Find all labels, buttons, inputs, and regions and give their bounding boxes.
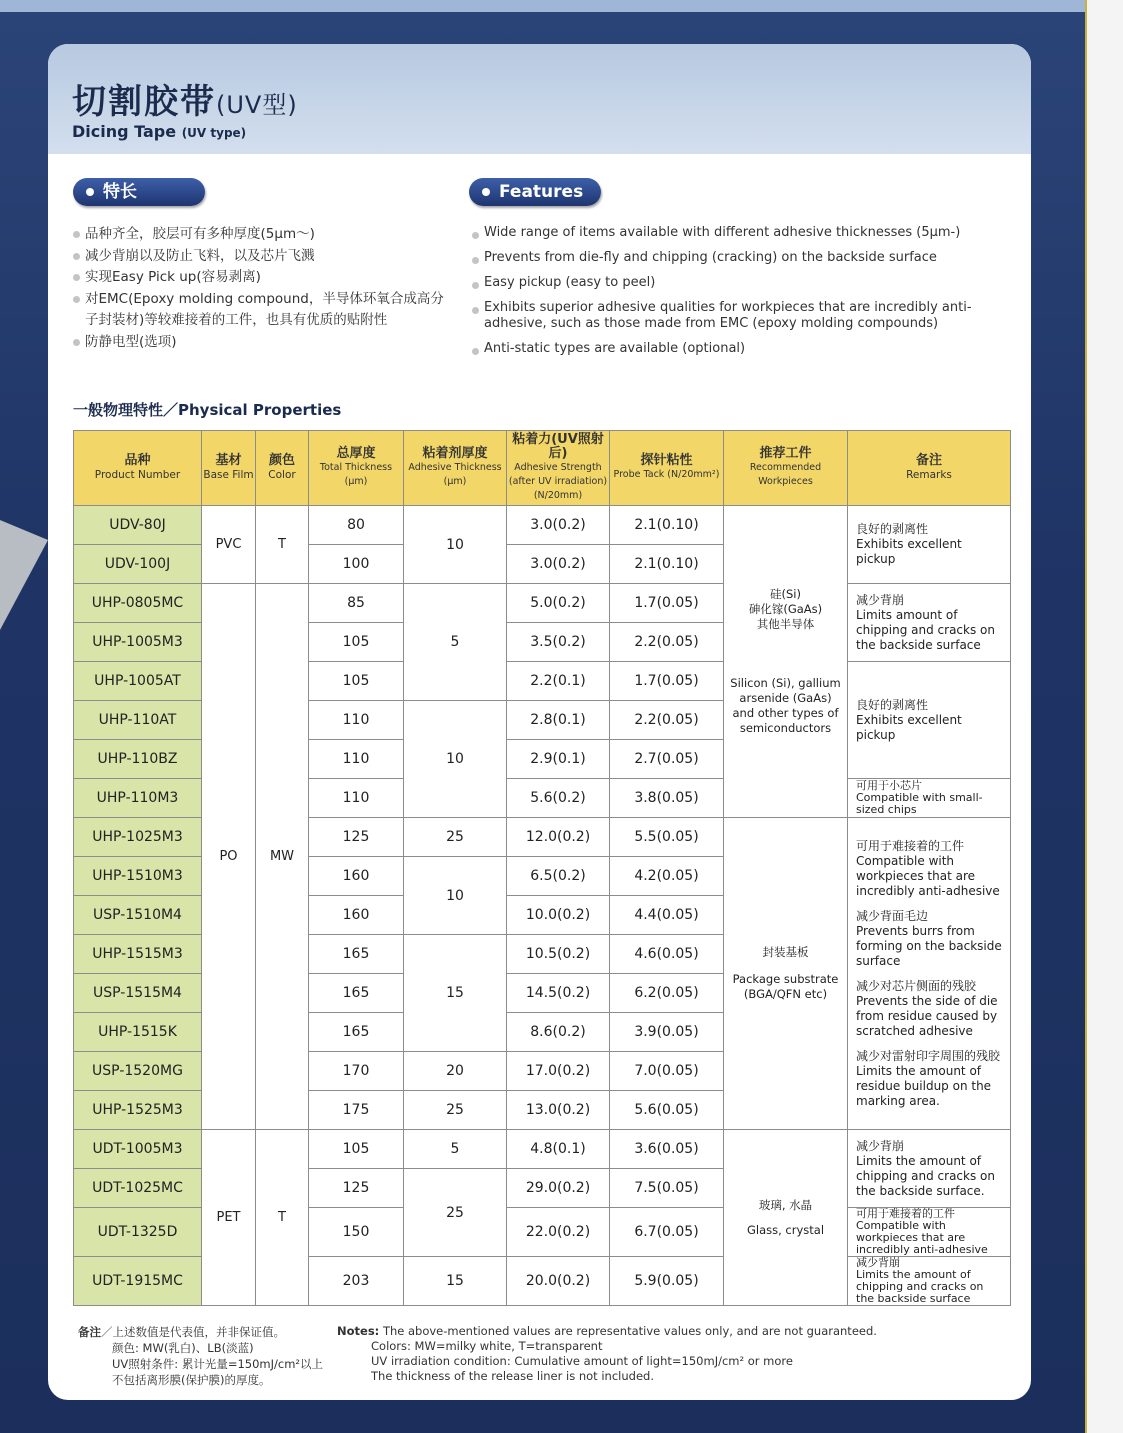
product-number: UHP-1005AT <box>74 662 202 701</box>
header-adhesive-thickness: 粘着剂厚度 Adhesive Thickness (μm) <box>404 431 507 506</box>
probe-tack: 2.1(0.10) <box>610 506 724 545</box>
remark: 良好的剥离性 Exhibits excellent pickup <box>848 506 1011 584</box>
feature-item: 防静电型(选项) <box>73 332 453 354</box>
adhesive-strength: 2.2(0.1) <box>507 662 610 701</box>
remark: 可用于小芯片 Compatible with small-sized chips <box>848 779 1011 818</box>
product-number: UDV-80J <box>74 506 202 545</box>
remark: 可用于难接着的工件 Compatible with workpieces that are incredibly anti-adhesive 减少背面毛边 Prevents burrs from forming on the backside surface 减少对芯片侧面的残胶 Prevents the side of die from residue caused by scratched adhesive 减少对雷射印字周围的残胶 Limits the amount of residue buildup on the marking area. <box>848 818 1011 1130</box>
adhesive-strength: 6.5(0.2) <box>507 857 610 896</box>
total-thickness: 105 <box>309 662 404 701</box>
workpiece-semiconductors <box>724 506 848 818</box>
probe-tack: 2.2(0.05) <box>610 701 724 740</box>
total-thickness: 110 <box>309 740 404 779</box>
feature-item: Anti-static types are available (optional) <box>472 341 992 357</box>
adhesive-thickness: 5 <box>404 1130 507 1169</box>
remark: 减少背崩 Limits the amount of chipping and cracks on the backside surface. <box>848 1130 1011 1208</box>
workpiece-en: Silicon (Si), gallium arsenide (GaAs) and other types of semiconductors <box>730 676 841 735</box>
note-line: UV照射条件: 累计光量=150mJ/cm²以上 <box>112 1357 324 1371</box>
header-remarks: 备注 Remarks <box>848 431 1011 506</box>
probe-tack: 7.0(0.05) <box>610 1052 724 1091</box>
page-title-en <box>72 122 246 141</box>
page-edge-strip <box>1085 0 1123 1433</box>
color: T <box>256 506 309 584</box>
header-base: 基材 Base Film <box>202 431 256 506</box>
workpiece-cn: 砷化镓(GaAs) <box>748 602 823 616</box>
workpiece-cn: 硅(Si) <box>770 587 801 601</box>
table-row <box>74 584 1011 623</box>
workpiece-en: Glass, crystal <box>746 1222 825 1237</box>
adhesive-strength: 13.0(0.2) <box>507 1091 610 1130</box>
features-label-cn: 特长 <box>73 178 205 206</box>
probe-tack: 5.5(0.05) <box>610 818 724 857</box>
note-line: 不包括离形膜(保护膜)的厚度。 <box>112 1373 271 1387</box>
title-en-text: Dicing Tape <box>72 122 177 141</box>
workpiece-glass <box>724 1130 848 1306</box>
note-line: 颜色: MW(乳白)、LB(淡蓝) <box>112 1341 254 1355</box>
feature-item: Easy pickup (easy to peel) <box>472 275 992 291</box>
total-thickness: 203 <box>309 1257 404 1306</box>
base-film: PO <box>202 584 256 1130</box>
adhesive-strength: 22.0(0.2) <box>507 1208 610 1257</box>
product-number: USP-1515M4 <box>74 974 202 1013</box>
product-number: UDT-1005M3 <box>74 1130 202 1169</box>
product-number: UHP-0805MC <box>74 584 202 623</box>
notes-en <box>337 1324 877 1384</box>
total-thickness: 110 <box>309 701 404 740</box>
workpiece-cn: 封装基板 <box>762 945 809 959</box>
header-color: 颜色 Color <box>256 431 309 506</box>
title-cn-text: 切割胶带 <box>72 82 216 122</box>
adhesive-strength: 5.6(0.2) <box>507 779 610 818</box>
product-number: UHP-110M3 <box>74 779 202 818</box>
base-film: PVC <box>202 506 256 584</box>
total-thickness: 80 <box>309 506 404 545</box>
product-number: UHP-1005M3 <box>74 623 202 662</box>
probe-tack: 1.7(0.05) <box>610 584 724 623</box>
product-number: UDT-1325D <box>74 1208 202 1257</box>
feature-item: Prevents from die-fly and chipping (cracking) on the backside surface <box>472 250 992 266</box>
total-thickness: 125 <box>309 1169 404 1208</box>
product-number: UDT-1915MC <box>74 1257 202 1306</box>
probe-tack: 3.9(0.05) <box>610 1013 724 1052</box>
product-number: UHP-110AT <box>74 701 202 740</box>
adhesive-strength: 10.0(0.2) <box>507 896 610 935</box>
probe-tack: 7.5(0.05) <box>610 1169 724 1208</box>
adhesive-strength: 10.5(0.2) <box>507 935 610 974</box>
adhesive-thickness: 10 <box>404 701 507 818</box>
probe-tack: 6.2(0.05) <box>610 974 724 1013</box>
features-list-en <box>472 225 992 366</box>
probe-tack: 5.6(0.05) <box>610 1091 724 1130</box>
note-line: The above-mentioned values are representative values only, and are not guaranteed. <box>382 1324 877 1338</box>
adhesive-strength: 5.0(0.2) <box>507 584 610 623</box>
total-thickness: 160 <box>309 896 404 935</box>
note-line: Colors: MW=milky white, T=transparent <box>371 1339 603 1353</box>
adhesive-strength: 3.0(0.2) <box>507 545 610 584</box>
feature-item: Wide range of items available with different adhesive thicknesses (5μm-) <box>472 225 992 241</box>
probe-tack: 6.7(0.05) <box>610 1208 724 1257</box>
probe-tack: 5.9(0.05) <box>610 1257 724 1306</box>
table-row <box>74 1130 1011 1169</box>
probe-tack: 2.7(0.05) <box>610 740 724 779</box>
header-workpieces: 推荐工件 Recommended Workpieces <box>724 431 848 506</box>
remark: 良好的剥离性 Exhibits excellent pickup <box>848 662 1011 779</box>
header-adhesive-strength: 粘着力(UV照射后) Adhesive Strength (after UV irradiation) (N/20mm) <box>507 431 610 506</box>
note-line: UV irradiation condition: Cumulative amount of light=150mJ/cm² or more <box>371 1354 793 1368</box>
adhesive-strength: 17.0(0.2) <box>507 1052 610 1091</box>
color: MW <box>256 584 309 1130</box>
feature-item: 实现Easy Pick up(容易剥离) <box>73 267 453 289</box>
adhesive-thickness: 25 <box>404 1169 507 1257</box>
total-thickness: 125 <box>309 818 404 857</box>
total-thickness: 110 <box>309 779 404 818</box>
adhesive-strength: 4.8(0.1) <box>507 1130 610 1169</box>
feature-item: 减少背崩以及防止飞料，以及芯片飞溅 <box>73 246 453 268</box>
product-number: UDV-100J <box>74 545 202 584</box>
adhesive-thickness: 10 <box>404 506 507 584</box>
title-en-suffix: (UV type) <box>181 126 247 140</box>
remark: 可用于难接着的工件 Compatible with workpieces that are incredibly anti-adhesive <box>848 1208 1011 1257</box>
workpiece-cn: 其他半导体 <box>756 617 815 631</box>
title-cn-suffix: (UV型) <box>216 91 298 119</box>
adhesive-strength: 3.5(0.2) <box>507 623 610 662</box>
adhesive-strength: 3.0(0.2) <box>507 506 610 545</box>
probe-tack: 4.2(0.05) <box>610 857 724 896</box>
probe-tack: 4.6(0.05) <box>610 935 724 974</box>
feature-item: Exhibits superior adhesive qualities for workpieces that are incredibly anti-adhesive, such as those made from EMC (epoxy molding compounds) <box>472 300 992 332</box>
total-thickness: 105 <box>309 623 404 662</box>
total-thickness: 165 <box>309 974 404 1013</box>
adhesive-strength: 2.8(0.1) <box>507 701 610 740</box>
total-thickness: 165 <box>309 1013 404 1052</box>
remark: 减少背崩 Limits the amount of chipping and cracks on the backside surface <box>848 1257 1011 1306</box>
note-line: ／上述数值是代表值，并非保证值。 <box>101 1325 285 1339</box>
feature-item: 品种齐全，胶层可有多种厚度(5μm～) <box>73 224 453 246</box>
product-number: UDT-1025MC <box>74 1169 202 1208</box>
total-thickness: 165 <box>309 935 404 974</box>
workpiece-package <box>724 818 848 1130</box>
feature-item: 对EMC(Epoxy molding compound，半导体环氧合成高分子封装材)等较难接着的工件，也具有优质的贴附性 <box>73 289 453 332</box>
total-thickness: 85 <box>309 584 404 623</box>
adhesive-thickness: 15 <box>404 1257 507 1306</box>
probe-tack: 2.1(0.10) <box>610 545 724 584</box>
card-header <box>48 44 1031 154</box>
notes-cn-label: 备注 <box>78 1325 101 1339</box>
table-row <box>74 506 1011 545</box>
datasheet-card <box>48 44 1031 1400</box>
adhesive-thickness: 25 <box>404 1091 507 1130</box>
adhesive-thickness: 15 <box>404 935 507 1052</box>
notes-cn <box>78 1324 323 1388</box>
adhesive-strength: 29.0(0.2) <box>507 1169 610 1208</box>
total-thickness: 100 <box>309 545 404 584</box>
product-number: UHP-1510M3 <box>74 857 202 896</box>
total-thickness: 160 <box>309 857 404 896</box>
adhesive-strength: 8.6(0.2) <box>507 1013 610 1052</box>
remark: 减少背崩 Limits amount of chipping and cracks on the backside surface <box>848 584 1011 662</box>
decorative-wedge <box>0 520 48 630</box>
adhesive-thickness: 20 <box>404 1052 507 1091</box>
adhesive-strength: 14.5(0.2) <box>507 974 610 1013</box>
notes-en-label: Notes: <box>337 1324 380 1338</box>
product-number: UHP-1025M3 <box>74 818 202 857</box>
product-number: UHP-1515K <box>74 1013 202 1052</box>
probe-tack: 2.2(0.05) <box>610 623 724 662</box>
total-thickness: 105 <box>309 1130 404 1169</box>
product-number: UHP-110BZ <box>74 740 202 779</box>
features-label-en: Features <box>469 178 601 206</box>
adhesive-strength: 2.9(0.1) <box>507 740 610 779</box>
probe-tack: 4.4(0.05) <box>610 896 724 935</box>
header-probe-tack: 探针粘性 Probe Tack (N/20mm²) <box>610 431 724 506</box>
probe-tack: 1.7(0.05) <box>610 662 724 701</box>
total-thickness: 175 <box>309 1091 404 1130</box>
total-thickness: 150 <box>309 1208 404 1257</box>
adhesive-thickness: 25 <box>404 818 507 857</box>
product-number: USP-1520MG <box>74 1052 202 1091</box>
base-film: PET <box>202 1130 256 1306</box>
note-line: The thickness of the release liner is not included. <box>371 1369 654 1383</box>
header-total-thickness: 总厚度 Total Thickness (μm) <box>309 431 404 506</box>
section-title: 一般物理特性／Physical Properties <box>73 401 342 419</box>
adhesive-strength: 12.0(0.2) <box>507 818 610 857</box>
workpiece-cn: 玻璃, 水晶 <box>758 1197 813 1212</box>
product-number: UHP-1515M3 <box>74 935 202 974</box>
page-title-cn <box>72 74 298 123</box>
background-top-band <box>0 0 1085 12</box>
product-number: USP-1510M4 <box>74 896 202 935</box>
features-list-cn <box>73 224 453 353</box>
properties-table <box>73 430 1011 1306</box>
workpiece-en: Package substrate (BGA/QFN etc) <box>732 972 839 1001</box>
total-thickness: 170 <box>309 1052 404 1091</box>
adhesive-thickness: 5 <box>404 584 507 701</box>
color: T <box>256 1130 309 1306</box>
adhesive-strength: 20.0(0.2) <box>507 1257 610 1306</box>
adhesive-thickness: 10 <box>404 857 507 935</box>
probe-tack: 3.6(0.05) <box>610 1130 724 1169</box>
product-number: UHP-1525M3 <box>74 1091 202 1130</box>
header-product: 品种 Product Number <box>74 431 202 506</box>
probe-tack: 3.8(0.05) <box>610 779 724 818</box>
